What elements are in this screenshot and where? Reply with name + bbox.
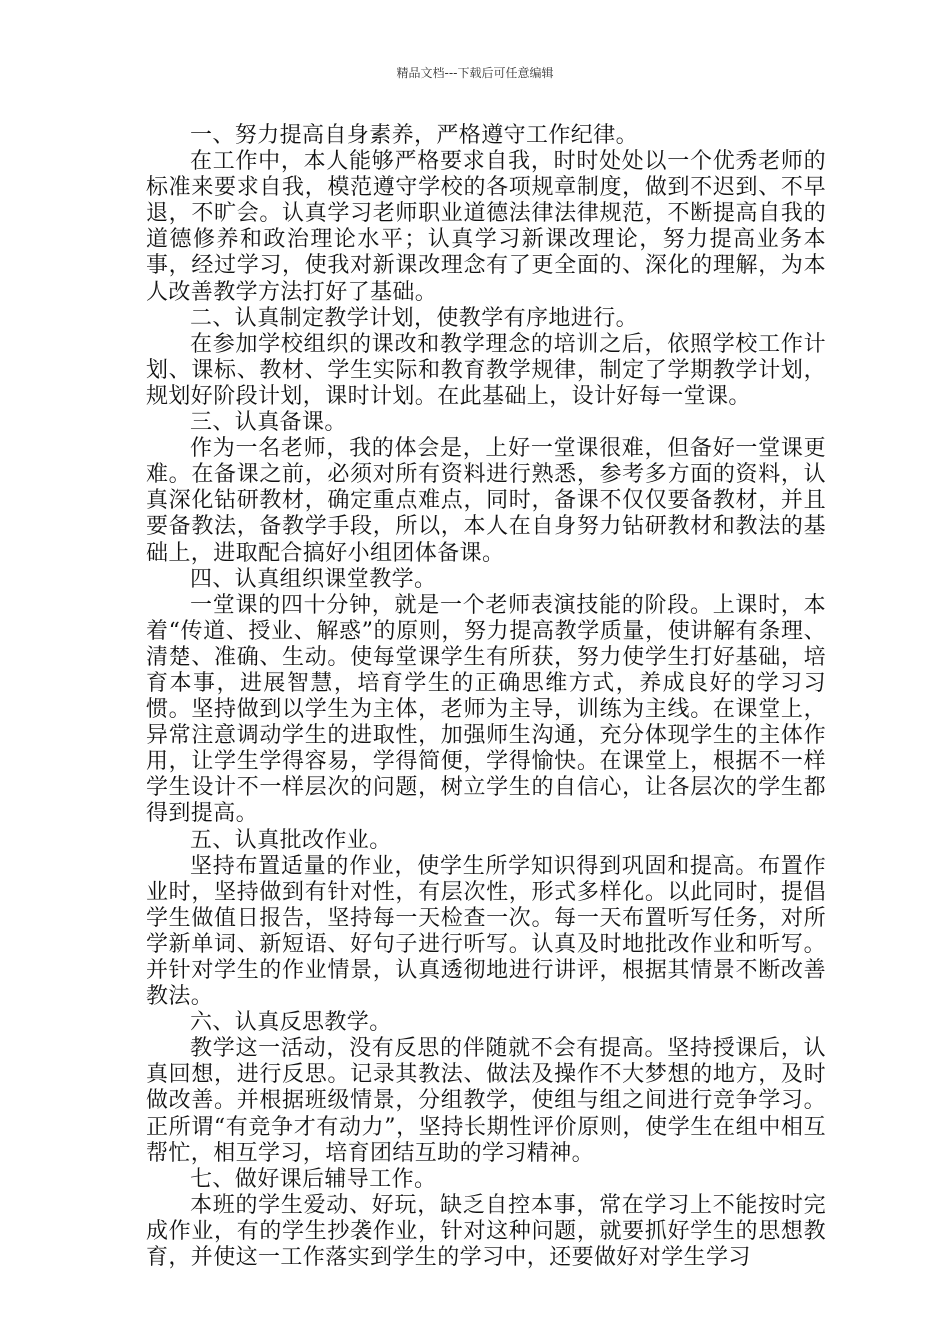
paragraph-7: 本班的学生爱动、好玩，缺乏自控本事，常在学习上不能按时完成作业，有的学生抄袭作业，针对这种问题，就要抓好学生的思想教育，并使这一工作落实到学生的学习中，还要做好对学生学习 — [146, 1192, 826, 1271]
heading-7: 七、做好课后辅导工作。 — [190, 1166, 437, 1192]
page-header: 精品文档---下载后可任意编辑 — [396, 66, 554, 80]
paragraph-5: 坚持布置适量的作业，使学生所学知识得到巩固和提高。布置作业时，坚持做到有针对性，有层次性，形式多样化。以此同时，提倡学生做值日报告，坚持每一天检查一次。每一天布置听写任务，对所学新单词、新短语、好句子进行听写。认真及时地批改作业和听写。并针对学生的作业情景，认真透彻地进行讲评，根据其情景不断改善教法。 — [146, 853, 826, 1010]
document-body — [146, 123, 826, 1271]
heading-6: 六、认真反思教学。 — [190, 1010, 392, 1036]
paragraph-3: 作为一名老师，我的体会是，上好一堂课很难，但备好一堂课更难。在备课之前，必须对所有资料进行熟悉，参考多方面的资料，认真深化钻研教材，确定重点难点，同时，备课不仅仅要备教材，并且要备教法，备教学手段，所以，本人在自身努力钻研教材和教法的基础上，进取配合搞好小组团体备课。 — [146, 436, 826, 566]
paragraph-4: 一堂课的四十分钟，就是一个老师表演技能的阶段。上课时，本着“传道、授业、解惑”的原则，努力提高教学质量，使讲解有条理、清楚、准确、生动。使每堂课学生有所获，努力使学生打好基础，培育本事，进展智慧，培育学生的正确思维方式，养成良好的学习习惯。坚持做到以学生为主体，老师为主导，训练为主线。在课堂上，异常注意调动学生的进取性，加强师生沟通，充分体现学生的主体作用，让学生学得容易，学得简便，学得愉快。在课堂上，根据不一样学生设计不一样层次的问题，树立学生的自信心，让各层次的学生都得到提高。 — [146, 592, 826, 827]
heading-2: 二、认真制定教学计划，使教学有序地进行。 — [190, 305, 639, 331]
heading-3: 三、认真备课。 — [190, 410, 347, 436]
paragraph-6: 教学这一活动，没有反思的伴随就不会有提高。坚持授课后，认真回想，进行反思。记录其教法、做法及操作不大梦想的地方，及时做改善。并根据班级情景，分组教学，使组与组之间进行竞争学习。正所谓“有竞争才有动力”，坚持长期性评价原则，使学生在组中相互帮忙，相互学习，培育团结互助的学习精神。 — [146, 1036, 826, 1166]
paragraph-2: 在参加学校组织的课改和教学理念的培训之后，依照学校工作计划、课标、教材、学生实际和教育教学规律，制定了学期教学计划，规划好阶段计划，课时计划。在此基础上，设计好每一堂课。 — [146, 331, 826, 409]
heading-4: 四、认真组织课堂教学。 — [190, 566, 437, 592]
heading-1: 一、努力提高自身素养，严格遵守工作纪律。 — [190, 123, 639, 148]
paragraph-1: 在工作中，本人能够严格要求自我，时时处处以一个优秀老师的标准来要求自我，模范遵守学校的各项规章制度，做到不迟到、不早退，不旷会。认真学习老师职业道德法律法律规范，不断提高自我的道德修养和政治理论水平；认真学习新课改理论，努力提高业务本事，经过学习，使我对新课改理念有了更全面的、深化的理解，为本人改善教学方法打好了基础。 — [146, 149, 826, 305]
heading-5: 五、认真批改作业。 — [190, 827, 392, 853]
